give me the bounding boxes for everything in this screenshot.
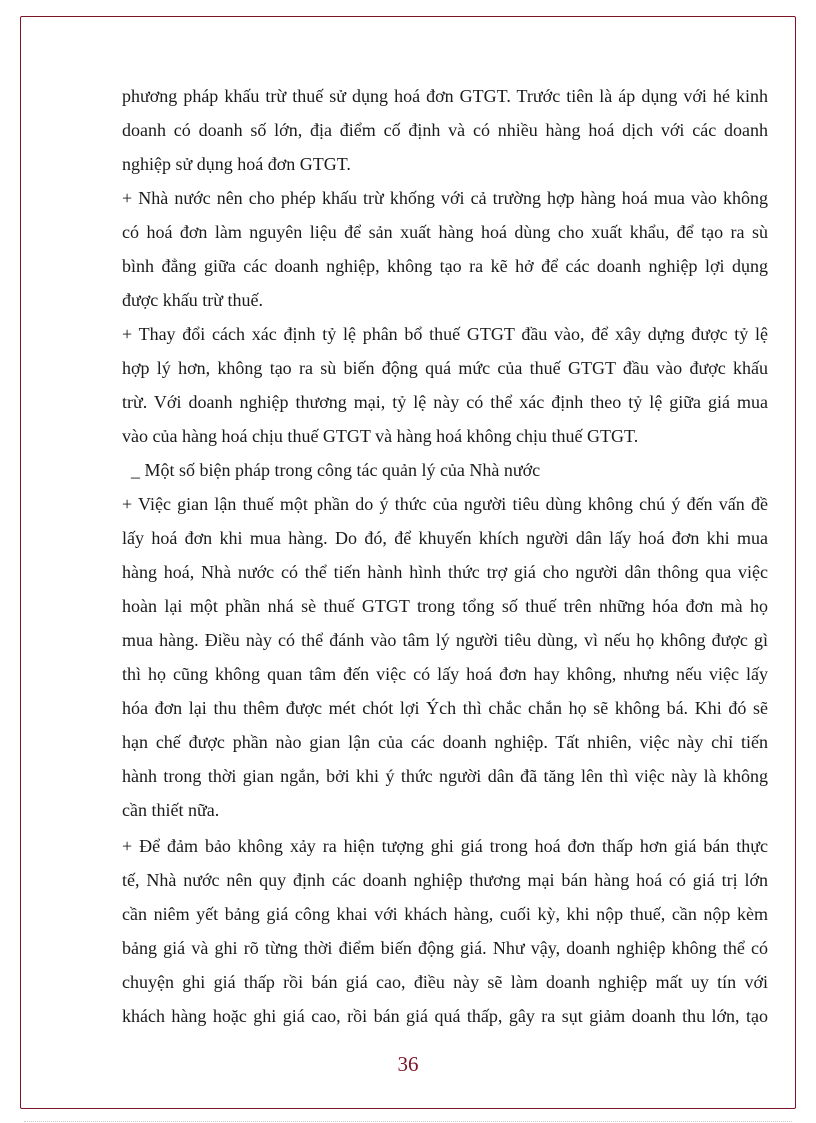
text-line: bảng giá và ghi rõ từng thời điểm biến động giá. Như vậy, doanh nghiệp không thể có bbox=[122, 938, 768, 958]
text-line: hạn chế được phần nào gian lận của các doanh nghiệp. Tất nhiên, việc này chỉ tiến bbox=[122, 732, 768, 752]
text-line: hợp lý hơn, không tạo ra sù biến động quá mức của thuế GTGT đầu vào được khấu bbox=[122, 358, 768, 378]
text-line: doanh có doanh số lớn, địa điểm cố định và có nhiều hàng hoá dịch với các doanh bbox=[122, 120, 768, 140]
bottom-divider bbox=[24, 1121, 792, 1122]
text-line: trừ. Với doanh nghiệp thương mại, tỷ lệ này có thể xác định theo tỷ lệ giữa giá mua bbox=[122, 392, 768, 412]
text-line: thì họ cũng không quan tâm đến việc có lấy hoá đơn hay không, nhưng nếu việc lấy bbox=[122, 664, 768, 684]
text-line: + Để đảm bảo không xảy ra hiện tượng ghi giá trong hoá đơn thấp hơn giá bán thực bbox=[122, 836, 768, 856]
text-line: lấy hoá đơn khi mua hàng. Do đó, để khuyến khích người dân lấy hoá đơn khi mua bbox=[122, 528, 768, 548]
text-line: được khấu trừ thuế. bbox=[122, 290, 263, 310]
text-line: vào của hàng hoá chịu thuế GTGT và hàng hoá không chịu thuế GTGT. bbox=[122, 426, 639, 446]
text-line: hành trong thời gian ngắn, bởi khi ý thức người dân đã tăng lên thì việc này là không bbox=[122, 766, 768, 786]
section-heading: _ Một số biện pháp trong công tác quản lý của Nhà nước bbox=[131, 460, 541, 480]
text-line: mua hàng. Điều này có thể đánh vào tâm lý người tiêu dùng, vì nếu họ không được gì bbox=[122, 630, 768, 650]
text-line: cần thiết nữa. bbox=[122, 800, 220, 820]
text-line: cần niêm yết bảng giá công khai với khách hàng, cuối kỳ, khi nộp thuế, cần nộp kèm bbox=[122, 904, 768, 924]
page-number: 36 bbox=[397, 1052, 419, 1076]
text-line: bình đẳng giữa các doanh nghiệp, không tạo ra kẽ hở để các doanh nghiệp lợi dụng bbox=[122, 256, 768, 276]
text-line: chuyện ghi giá thấp rồi bán giá cao, điều này sẽ làm doanh nghiệp mất uy tín với bbox=[122, 972, 768, 992]
text-line: có hoá đơn làm nguyên liệu để sản xuất hàng hoá dùng cho xuất khẩu, để tạo ra sù bbox=[122, 222, 768, 242]
text-line: phương pháp khấu trừ thuế sử dụng hoá đơn GTGT. Trước tiên là áp dụng với hé kinh bbox=[122, 86, 768, 106]
text-line: khách hàng hoặc ghi giá cao, rồi bán giá quá thấp, gây ra sụt giảm doanh thu lớn, tạo bbox=[122, 1006, 768, 1026]
text-line: hóa đơn lại thu thêm được mét chót lợi Ých thì chắc chắn họ sẽ không bá. Khi đó sẽ bbox=[122, 698, 768, 718]
text-line: hàng hoá, Nhà nước có thể tiến hành hình thức trợ giá cho người dân thông qua việc bbox=[122, 562, 768, 582]
text-line: + Việc gian lận thuế một phần do ý thức của người tiêu dùng không chú ý đến vấn đề bbox=[122, 494, 768, 514]
text-line: + Thay đổi cách xác định tỷ lệ phân bổ thuế GTGT đầu vào, để xây dựng được tỷ lệ bbox=[122, 324, 768, 344]
text-line: tế, Nhà nước nên quy định các doanh nghiệp thương mại bán hàng hoá có giá trị lớn bbox=[122, 870, 768, 890]
text-line: + Nhà nước nên cho phép khấu trừ khống với cả trường hợp hàng hoá mua vào không bbox=[122, 188, 768, 208]
text-line: nghiệp sử dụng hoá đơn GTGT. bbox=[122, 154, 351, 174]
text-line: hoàn lại một phần nhá sè thuế GTGT trong tổng số thuế trên những hóa đơn mà họ bbox=[122, 596, 768, 616]
